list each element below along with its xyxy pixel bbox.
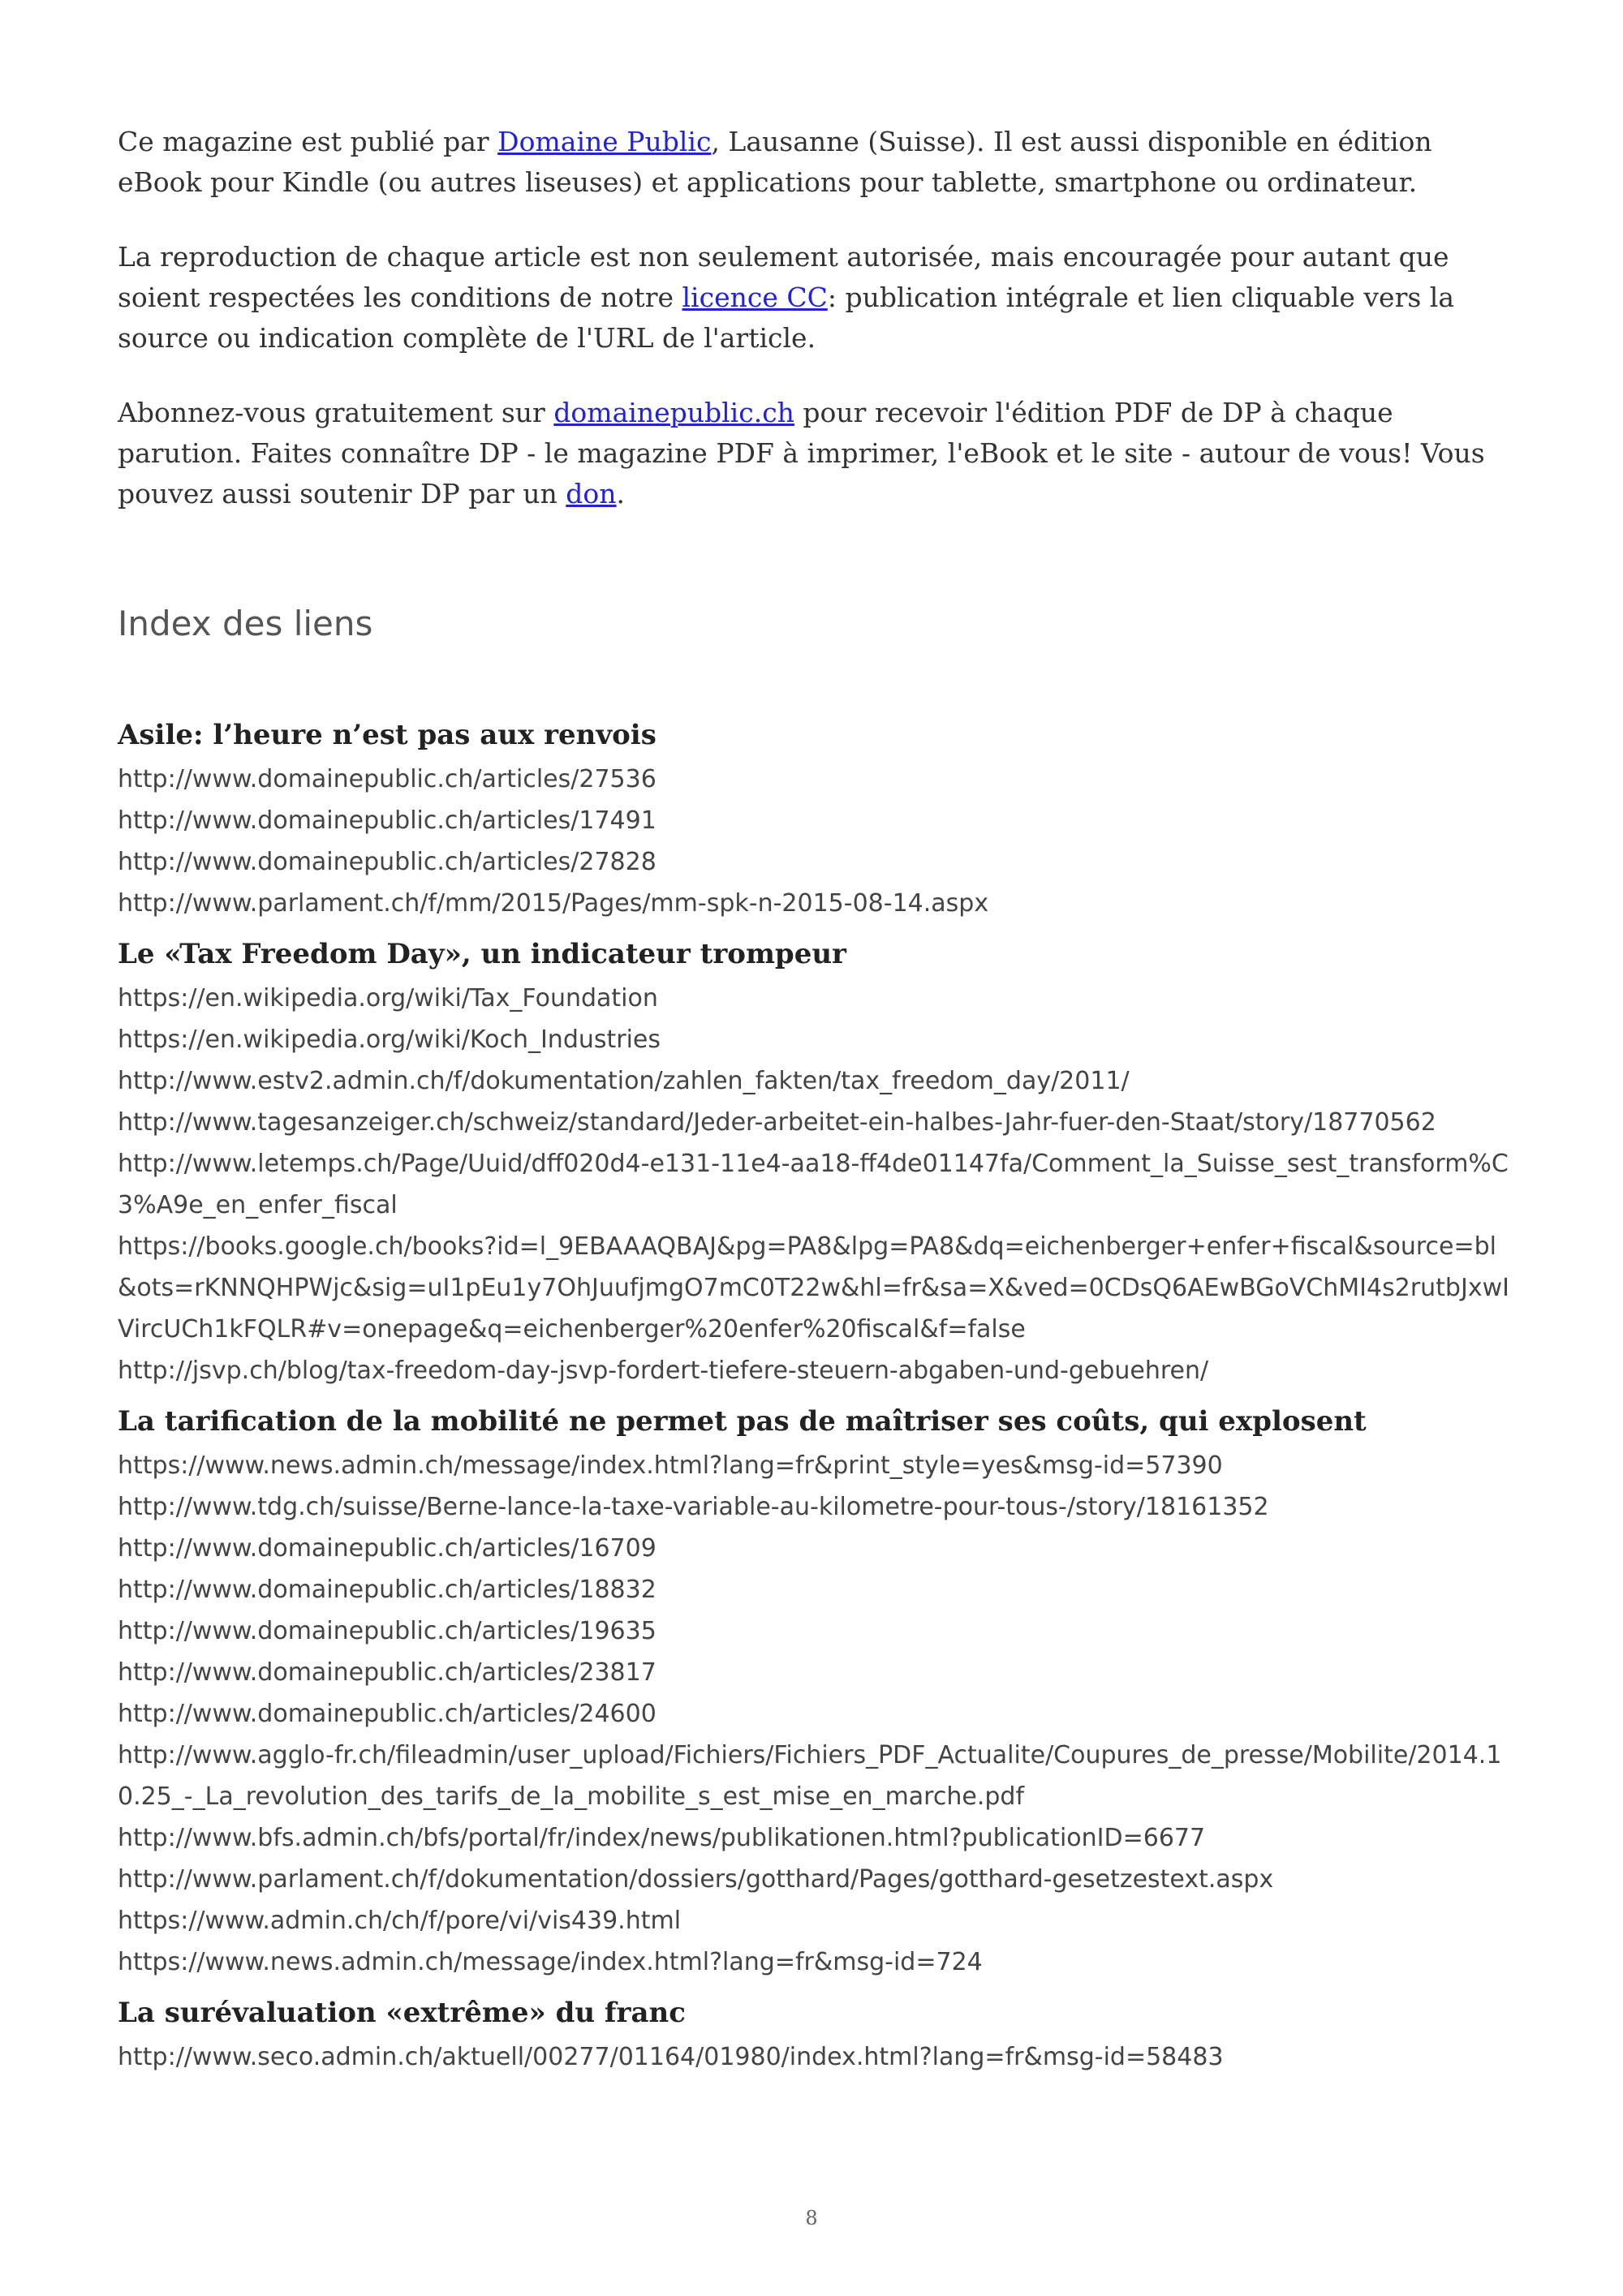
index-link[interactable]: http://www.tagesanzeiger.ch/schweiz/standard/Jeder-arbeitet-ein-halbes-Jahr-fuer-den-Staat/story/18770562 [118, 1108, 1436, 1137]
index-link[interactable]: http://www.domainepublic.ch/articles/23817 [118, 1658, 657, 1687]
intro-p2-after: : publication intégrale et lien cliquable vers la source ou indication complète de l'URL de l'article. [118, 282, 1455, 354]
section-title: Asile: l’heure n’est pas aux renvois [118, 719, 657, 751]
index-link[interactable]: http://www.domainepublic.ch/articles/16709 [118, 1534, 657, 1563]
intro-p3-middle: pour recevoir l'édition PDF de DP à chaque parution. Faites connaître DP - le magazine PDF à imprimer, l'eBook et le site - autour de vous! Vous pouvez aussi soutenir DP par un [118, 397, 1485, 510]
index-link[interactable]: http://www.bfs.admin.ch/bfs/portal/fr/index/news/publikationen.html?publicationID=6677 [118, 1824, 1206, 1852]
index-link[interactable]: http://www.domainepublic.ch/articles/24600 [118, 1700, 657, 1728]
licence-cc-link[interactable]: licence CC [682, 282, 828, 313]
index-link[interactable]: https://www.news.admin.ch/message/index.html?lang=fr&print_style=yes&msg-id=57390 [118, 1451, 1223, 1480]
index-link[interactable]: http://www.domainepublic.ch/articles/17491 [118, 806, 657, 835]
intro-p3-after: . [616, 478, 626, 510]
index-link[interactable]: http://www.domainepublic.ch/articles/27536 [118, 765, 657, 793]
index-link[interactable]: https://www.news.admin.ch/message/index.html?lang=fr&msg-id=724 [118, 1948, 983, 1976]
index-link[interactable]: http://jsvp.ch/blog/tax-freedom-day-jsvp-fordert-tiefere-steuern-abgaben-und-gebuehren/ [118, 1357, 1209, 1385]
index-section-tax-freedom-day [118, 935, 1513, 1391]
section-title: Le «Tax Freedom Day», un indicateur trompeur [118, 938, 846, 970]
index-section-tarification-mobilite [118, 1403, 1513, 1983]
intro-p3-before: Abonnez-vous gratuitement sur [118, 397, 554, 428]
index-link[interactable]: https://books.google.ch/books?id=l_9EBAAAQBAJ&pg=PA8&lpg=PA8&dq=eichenberger+enfer+fiscal&source=bl&ots=rKNNQHPWjc&sig=uI1pEu1y7OhJuufjmgO7mC0T22w&hl=fr&sa=X&ved=0CDsQ6AEwBGoVChMI4s2rutbJxwIVircUCh1kFQLR#v=onepage&q=eichenberger%20enfer%20fiscal&f=false [118, 1232, 1509, 1344]
intro-paragraph-license [118, 237, 1513, 359]
intro-p2-before: La reproduction de chaque article est non seulement autorisée, mais encouragée pour autant que soient respectées les conditions de notre [118, 241, 1449, 313]
index-link[interactable]: http://www.parlament.ch/f/mm/2015/Pages/mm-spk-n-2015-08-14.aspx [118, 889, 989, 918]
index-link[interactable]: http://www.seco.admin.ch/aktuell/00277/01164/01980/index.html?lang=fr&msg-id=58483 [118, 2043, 1224, 2071]
domainepublic-site-link[interactable]: domainepublic.ch [553, 397, 794, 428]
index-section-asile [118, 716, 1513, 924]
index-title: Index des liens [118, 604, 373, 643]
index-link[interactable]: https://en.wikipedia.org/wiki/Tax_Foundation [118, 984, 658, 1013]
document-page [118, 122, 1513, 2089]
index-section-surevaluation-franc [118, 1994, 1513, 2078]
link-index [118, 716, 1513, 2078]
index-link[interactable]: http://www.agglo-fr.ch/fileadmin/user_upload/Fichiers/Fichiers_PDF_Actualite/Coupures_de_presse/Mobilite/2014.10.25_-_La_revolution_des_tarifs_de_la_mobilite_s_est_mise_en_marche.pdf [118, 1741, 1502, 1811]
index-link[interactable]: http://www.domainepublic.ch/articles/27828 [118, 848, 657, 876]
intro-paragraph-publisher [118, 122, 1513, 203]
intro-paragraph-subscribe [118, 393, 1513, 514]
index-link[interactable]: http://www.letemps.ch/Page/Uuid/dff020d4-e131-11e4-aa18-ff4de01147fa/Comment_la_Suisse_sest_transform%C3%A9e_en_enfer_fiscal [118, 1150, 1509, 1219]
section-title: La surévaluation «extrême» du franc [118, 1997, 686, 2029]
index-link[interactable]: http://www.domainepublic.ch/articles/19635 [118, 1617, 657, 1645]
section-title: La tarification de la mobilité ne permet pas de maîtriser ses coûts, qui explosent [118, 1405, 1367, 1438]
index-link[interactable]: http://www.domainepublic.ch/articles/18832 [118, 1576, 657, 1604]
page-number: 8 [805, 2207, 818, 2229]
index-link[interactable]: http://www.parlament.ch/f/dokumentation/dossiers/gotthard/Pages/gotthard-gesetzestext.aspx [118, 1865, 1274, 1894]
index-link[interactable]: https://en.wikipedia.org/wiki/Koch_Industries [118, 1025, 661, 1054]
donation-link[interactable]: don [566, 478, 617, 510]
index-link[interactable]: http://www.tdg.ch/suisse/Berne-lance-la-taxe-variable-au-kilometre-pour-tous-/story/18161352 [118, 1493, 1269, 1521]
index-link[interactable]: https://www.admin.ch/ch/f/pore/vi/vis439.html [118, 1907, 682, 1935]
intro-p1-before: Ce magazine est publié par [118, 126, 498, 157]
domaine-public-link[interactable]: Domaine Public [497, 126, 712, 157]
intro-p1-after: , Lausanne (Suisse). Il est aussi disponible en édition eBook pour Kindle (ou autres liseuses) et applications pour tablette, smartphone ou ordinateur. [118, 126, 1432, 198]
index-link[interactable]: http://www.estv2.admin.ch/f/dokumentation/zahlen_fakten/tax_freedom_day/2011/ [118, 1067, 1130, 1095]
